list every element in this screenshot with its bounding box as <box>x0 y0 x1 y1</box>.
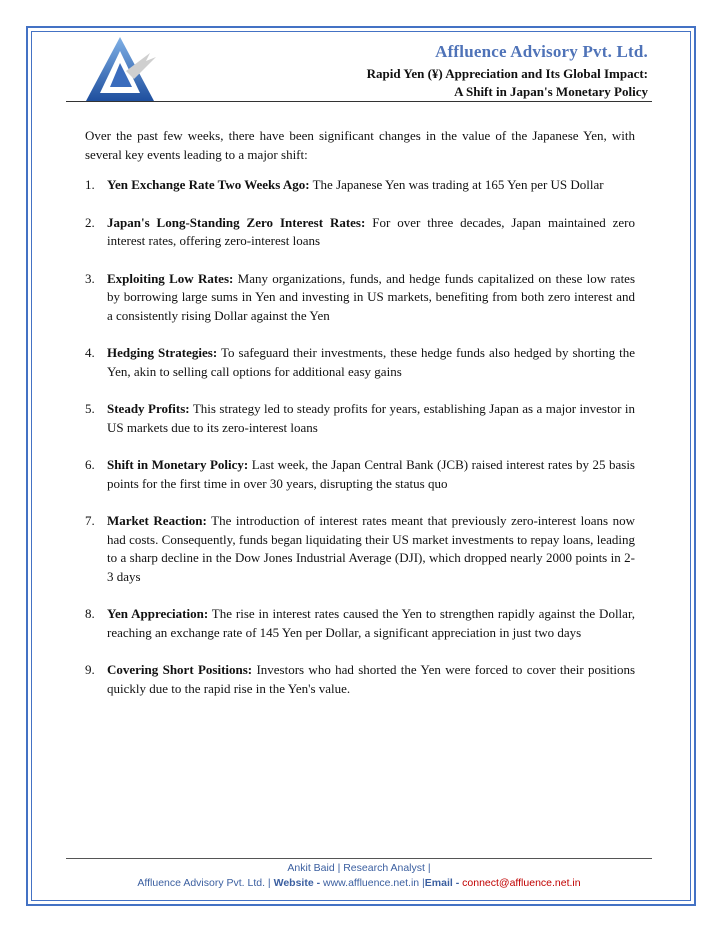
item-number: 7. <box>85 513 95 528</box>
item-number: 1. <box>85 177 95 192</box>
item-label: Yen Appreciation: <box>107 606 209 621</box>
email-label: Email - <box>424 877 460 889</box>
list-item <box>85 344 635 381</box>
subtitle-line-1: Rapid Yen (¥) Appreciation and Its Global Impact: <box>366 66 648 81</box>
item-number: 8. <box>85 606 95 621</box>
item-number: 5. <box>85 401 95 416</box>
website-label: Website - <box>273 877 321 889</box>
item-text: Last week, the Japan Central Bank (JCB) raised interest rates by 25 basis points for the first time in over 30 years, disrupting the status quo <box>107 457 635 491</box>
item-label: Market Reaction: <box>107 513 207 528</box>
item-label: Japan's Long-Standing Zero Interest Rates: <box>107 214 366 230</box>
list-item <box>85 605 635 642</box>
item-label: Yen Exchange Rate Two Weeks Ago: <box>107 177 310 192</box>
company-name: Affluence Advisory Pvt. Ltd. <box>435 42 648 61</box>
item-number: 2. <box>85 214 95 230</box>
item-text: Investors who had shorted the Yen were forced to cover their positions quickly due to the rapid rise in the Yen's value. <box>107 662 635 696</box>
item-text: The Japanese Yen was trading at 165 Yen per US Dollar <box>309 177 604 192</box>
item-number: 3. <box>85 270 95 286</box>
list-item <box>85 456 635 493</box>
item-number: 4. <box>85 345 95 360</box>
item-text: This strategy led to steady profits for years, establishing Japan as a major investor in US markets due to its zero-interest loans <box>107 401 635 435</box>
list-item <box>85 270 635 326</box>
item-label: Steady Profits: <box>107 401 190 416</box>
company-logo <box>80 35 160 105</box>
list-item <box>85 176 635 195</box>
email-link[interactable]: connect@affluence.net.in <box>462 877 581 889</box>
list-item <box>85 661 635 698</box>
item-text: The introduction of interest rates meant that previously zero-interest loans now had costs. Consequently, funds began liquidating their US market investments to repay loans, leading to a sharp decline in the Dow Jones Industrial Average (DJI), which dropped nearly 2000 points in 2-3 days <box>107 513 635 584</box>
list-item <box>85 400 635 437</box>
subtitle-line-2: A Shift in Japan's Monetary Policy <box>454 84 648 99</box>
list-item <box>85 512 635 586</box>
header-divider <box>66 101 652 102</box>
item-label: Shift in Monetary Policy: <box>107 457 249 472</box>
website-link[interactable]: www.affluence.net.in <box>323 877 420 889</box>
key-events-list <box>85 176 635 717</box>
footer-author: Ankit Baid | Research Analyst | <box>287 862 431 874</box>
item-label: Hedging Strategies: <box>107 345 218 360</box>
footer-company: Affluence Advisory Pvt. Ltd. | <box>137 877 271 889</box>
footer-contact <box>66 877 652 889</box>
intro-paragraph: Over the past few weeks, there have been significant changes in the value of the Japanese Yen, with several key events leading to a major shift: <box>85 128 635 162</box>
footer-divider <box>66 858 652 859</box>
item-text: To safeguard their investments, these hedge funds also hedged by shorting the Yen, akin to selling call options for additional easy gains <box>107 345 635 379</box>
item-text: The rise in interest rates caused the Yen to strengthen rapidly against the Dollar, reaching an exchange rate of 145 Yen per Dollar, a significant appreciation in just two days <box>107 606 635 640</box>
list-item <box>85 214 635 251</box>
item-label: Exploiting Low Rates: <box>107 270 234 286</box>
item-label: Covering Short Positions: <box>107 662 253 677</box>
item-text: For over three decades, Japan maintained zero interest rates, offering zero-interest loans <box>107 214 635 248</box>
document-subtitle <box>367 65 648 101</box>
item-text: Many organizations, funds, and hedge funds capitalized on these low rates by borrowing large sums in Yen and investing in US markets, benefiting from both zero interest and a consistently rising Dollar against the Yen <box>107 270 636 323</box>
item-number: 6. <box>85 457 95 472</box>
item-number: 9. <box>85 662 95 677</box>
footer-separator: | <box>422 877 425 889</box>
